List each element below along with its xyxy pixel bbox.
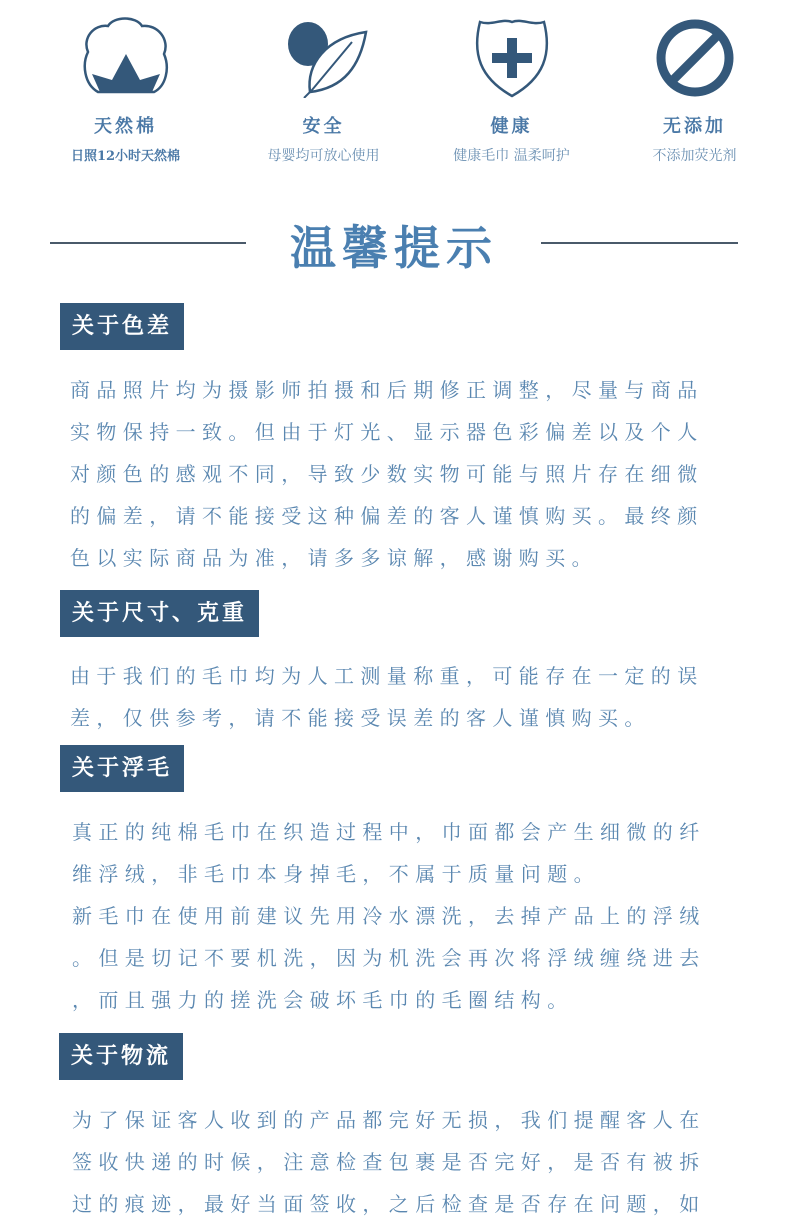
feature-subtitle: 日照12小时天然棉 — [70, 149, 181, 164]
cotton-icon — [78, 14, 174, 98]
text-line: 色以实际商品为准，请多多谅解，感谢购买。 — [70, 546, 598, 570]
section-heading-lint: 关于浮毛 — [60, 745, 184, 792]
feature-subtitle: 母婴均可放心使用 — [267, 148, 380, 164]
feature-title: 无添加 — [663, 116, 726, 137]
feature-title: 健康 — [490, 116, 533, 137]
text-line: ，而且强力的搓洗会破坏毛巾的毛圈结构。 — [72, 988, 574, 1012]
feature-subtitle: 健康毛巾 温柔呵护 — [453, 148, 570, 164]
page-title: 温馨提示 — [290, 221, 498, 275]
leaf-icon — [276, 14, 372, 98]
section-heading-shipping: 关于物流 — [59, 1033, 183, 1080]
text-line: 真正的纯棉毛巾在织造过程中，巾面都会产生细微的纤 — [72, 820, 706, 844]
section-body-size — [70, 655, 770, 739]
text-line: 由于我们的毛巾均为人工测量称重，可能存在一定的误 — [70, 664, 704, 688]
shield-plus-icon — [464, 14, 560, 98]
text-line: 为了保证客人收到的产品都完好无损，我们提醒客人在 — [72, 1108, 706, 1132]
text-line: 实物保持一致。但由于灯光、显示器色彩偏差以及个人 — [70, 420, 704, 444]
text-line: 。但是切记不要机洗，因为机洗会再次将浮绒缠绕进去 — [72, 946, 706, 970]
text-line: 商品照片均为摄影师拍摄和后期修正调整，尽量与商品 — [70, 378, 704, 402]
text-line: 差，仅供参考，请不能接受误差的客人谨慎购买。 — [70, 706, 651, 730]
feature-subtitle: 不添加荧光剂 — [652, 148, 737, 164]
feature-title: 安全 — [302, 116, 345, 137]
section-body-color — [70, 369, 770, 579]
text-line: 维浮绒，非毛巾本身掉毛，不属于质量问题。 — [72, 862, 600, 886]
no-sign-icon — [647, 14, 743, 98]
section-heading-size: 关于尺寸、克重 — [60, 590, 259, 637]
section-body-lint — [72, 811, 772, 1021]
feature-title: 天然棉 — [94, 116, 157, 137]
text-line: 的偏差，请不能接受这种偏差的客人谨慎购买。最终颜 — [70, 504, 704, 528]
section-body-shipping — [72, 1099, 772, 1225]
text-line: 过的痕迹，最好当面签收，之后检查是否存在问题，如 — [72, 1192, 706, 1216]
text-line: 签收快递的时候，注意检查包裹是否完好，是否有被拆 — [72, 1150, 706, 1174]
text-line: 新毛巾在使用前建议先用冷水漂洗，去掉产品上的浮绒 — [72, 904, 706, 928]
section-heading-color: 关于色差 — [60, 303, 184, 350]
text-line: 对颜色的感观不同，导致少数实物可能与照片存在细微 — [70, 462, 704, 486]
